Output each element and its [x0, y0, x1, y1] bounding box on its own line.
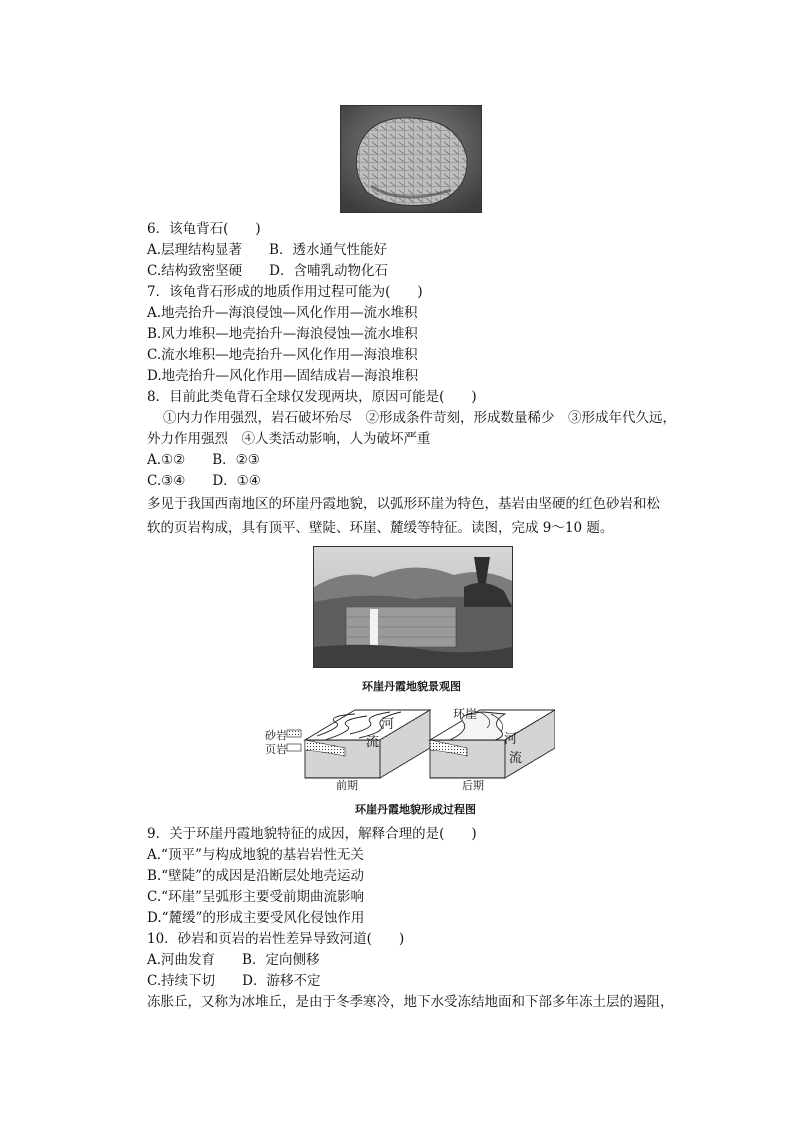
turtle-stone-photo — [340, 105, 482, 213]
q8-options-ab: A.①② B．②③ — [147, 452, 260, 468]
q9-stem: 9．关于环崖丹霞地貌特征的成因，解释合理的是( ) — [147, 826, 477, 842]
intro-line1: 多见于我国西南地区的环崖丹霞地貌，以弧形环崖为特色，基岩由坚硬的红色砂岩和松 — [147, 496, 660, 512]
tail-paragraph-line1: 冻胀丘，又称为冰堆丘，是由于冬季寒冷，地下水受冻结地面和下部多年冻土层的遏阻， — [147, 994, 674, 1010]
q10-options-cd: C.持续下切 D．游移不定 — [147, 973, 321, 989]
late-flow-label: 流 — [509, 751, 523, 766]
landscape-caption: 环崖丹霞地貌景观图 — [362, 680, 461, 693]
q8-statements-line2: 外力作用强烈 ④人类活动影响，人为破坏严重 — [147, 431, 431, 447]
intro-line2: 软的页岩构成，具有顶平、壁陡、环崖、麓缓等特征。读图，完成 9～10 题。 — [147, 520, 614, 536]
early-river-label: 河 — [381, 717, 395, 732]
q8-options-cd: C.③④ D．①④ — [147, 473, 261, 489]
q7-option-b: B.风力堆积—地壳抬升—海浪侵蚀—流水堆积 — [147, 326, 418, 342]
late-river-label: 河 — [504, 732, 518, 747]
q6-stem: 6．该龟背石( ) — [147, 221, 261, 237]
q10-stem: 10．砂岩和页岩的岩性差异导致河道( ) — [147, 931, 405, 947]
q7-option-d: D.地壳抬升—风化作用—固结成岩—海浪堆积 — [147, 368, 419, 384]
late-stage-label: 后期 — [462, 779, 484, 792]
shale-legend-swatch — [287, 744, 301, 751]
legend-shale-label: 页岩 — [265, 743, 287, 756]
q6-options-cd: C.结构致密坚硬 D．含哺乳动物化石 — [147, 263, 388, 279]
early-flow-label: 流 — [366, 735, 380, 750]
q6-options-ab: A.层理结构显著 B．透水通气性能好 — [147, 242, 387, 258]
process-caption: 环崖丹霞地貌形成过程图 — [355, 803, 476, 816]
legend-sandstone-label: 砂岩 — [265, 729, 287, 742]
turtle-stone-image — [341, 106, 481, 212]
q10-options-ab: A.河曲发育 B．定向侧移 — [147, 952, 320, 968]
q9-option-a: A.“顶平”与构成地貌的基岩岩性无关 — [147, 847, 364, 863]
q9-option-d: D.“麓缓”的形成主要受风化侵蚀作用 — [147, 910, 365, 926]
danxia-landscape-image — [314, 547, 512, 667]
cliff-label: 环崖 — [453, 707, 478, 721]
early-stage-label: 前期 — [336, 779, 358, 792]
q9-option-c: C.“环崖”呈弧形主要受前期曲流影响 — [147, 889, 364, 905]
q7-stem: 7．该龟背石形成的地质作用过程可能为( ) — [147, 284, 423, 300]
q7-option-a: A.地壳抬升—海浪侵蚀—风化作用—流水堆积 — [147, 305, 418, 321]
sandstone-legend-swatch — [287, 730, 301, 737]
q8-statements-line1: ①内力作用强烈，岩石破坏殆尽 ②形成条件苛刻，形成数量稀少 ③形成年代久远， — [163, 410, 676, 426]
danxia-landscape-photo — [313, 546, 513, 668]
q7-option-c: C.流水堆积—地壳抬升—风化作用—海浪堆积 — [147, 347, 418, 363]
late-stage-block — [430, 710, 555, 778]
q9-option-b: B.“壁陡”的成因是沿断层处地壳运动 — [147, 868, 365, 884]
q8-stem: 8．目前此类龟背石全球仅发现两块，原因可能是( ) — [147, 389, 477, 405]
